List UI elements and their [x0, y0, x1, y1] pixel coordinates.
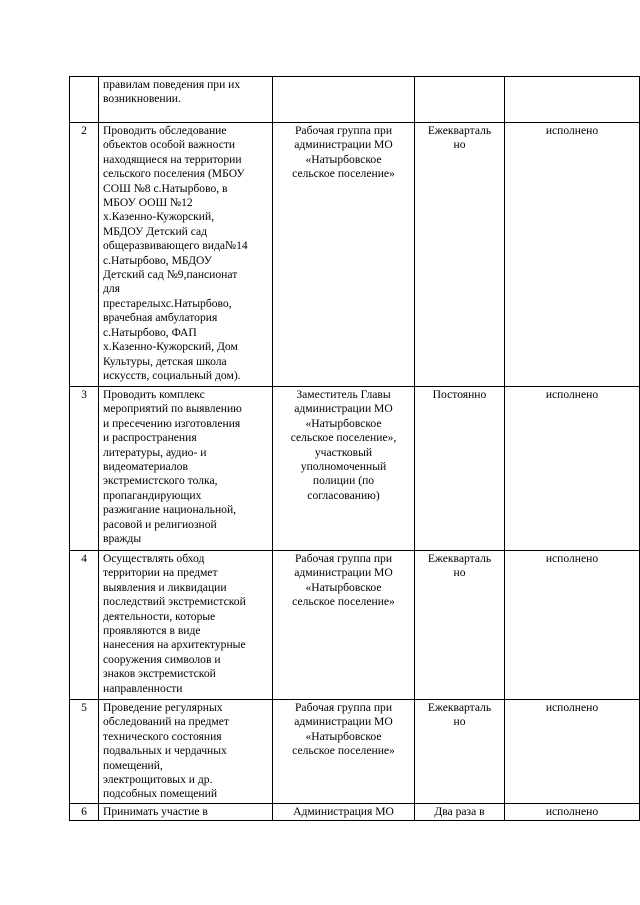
measure-text: правилам поведения при их возникновении. — [103, 78, 241, 106]
measure-text: Осуществлять обход территории на предмет выявления и ликвидации последствий экстремистской деятельности, которые проявляются в виде нанесения на архитектурные сооружения символов и знаков экстремистской направленности — [103, 552, 246, 695]
measure-cell — [99, 804, 273, 821]
period-cell — [415, 700, 505, 804]
responsible-text: Рабочая группа при администрации МО «Натырбовское сельское поселение» — [292, 124, 395, 181]
row-number — [70, 804, 99, 821]
status-cell — [505, 551, 640, 700]
period-text: Два раза в — [434, 805, 485, 818]
period-text: Ежекварталь но — [427, 552, 492, 580]
measure-text: Проведение регулярных обследований на предмет технического состояния подвальных и чердачных помещений, электрощитовых и др. подсобных помещений — [103, 701, 229, 801]
responsible-text: Рабочая группа при администрации МО «Натырбовское сельское поселение» — [292, 552, 395, 609]
row-number — [70, 77, 99, 123]
status-cell — [505, 123, 640, 387]
status-text: исполнено — [545, 701, 599, 714]
period-text: Ежекварталь но — [427, 701, 492, 729]
status-text: исполнено — [545, 388, 599, 401]
status-text: исполнено — [545, 124, 599, 137]
measure-cell — [99, 387, 273, 551]
period-cell — [415, 123, 505, 387]
row-number: 3 — [81, 388, 87, 401]
status-text: исполнено — [545, 552, 599, 565]
measures-table-body — [70, 77, 640, 821]
status-cell — [505, 387, 640, 551]
table-row — [70, 804, 640, 821]
status-cell — [505, 77, 640, 123]
measure-cell — [99, 551, 273, 700]
row-number: 6 — [81, 805, 87, 818]
responsible-cell — [273, 804, 415, 821]
period-cell — [415, 387, 505, 551]
responsible-cell — [273, 123, 415, 387]
measure-text: Проводить комплекс мероприятий по выявлению и пресечению изготовления и распространения литературы, аудио- и видеоматериалов экстремистского толка, пропагандирующих разжигание национальной, расовой и религиозной вражды — [103, 388, 242, 546]
row-number: 4 — [81, 552, 87, 565]
row-number — [70, 700, 99, 804]
period-text: Постоянно — [432, 388, 487, 401]
row-number: 5 — [81, 701, 87, 714]
responsible-text: Рабочая группа при администрации МО «Натырбовское сельское поселение» — [292, 701, 395, 758]
row-number — [70, 551, 99, 700]
responsible-text: Заместитель Главы администрации МО «Натырбовское сельское поселение», участковый уполномоченный полиции (по согласованию) — [290, 388, 397, 502]
status-text: исполнено — [545, 805, 599, 818]
measure-cell — [99, 77, 273, 123]
row-number — [70, 123, 99, 387]
status-cell — [505, 700, 640, 804]
responsible-text: Администрация МО — [293, 805, 394, 818]
table-row — [70, 700, 640, 804]
row-number — [70, 387, 99, 551]
status-cell — [505, 804, 640, 821]
period-cell — [415, 804, 505, 821]
period-cell — [415, 551, 505, 700]
table-row — [70, 77, 640, 123]
responsible-cell — [273, 77, 415, 123]
row-number: 2 — [81, 124, 87, 137]
responsible-cell — [273, 551, 415, 700]
period-cell — [415, 77, 505, 123]
table-row — [70, 123, 640, 387]
measure-cell — [99, 700, 273, 804]
measure-text: Проводить обследование объектов особой важности находящиеся на территории сельского поселения (МБОУ СОШ №8 с.Натырбово, в МБОУ ООШ №12 х.Казенно-Кужорский, МБДОУ Детский сад общеразвивающего вида№14 с.Натырбово, МБДОУ Детский сад №9,пансионат для престарелыхс.Натырбово, врачебная амбулатория с.Натырбово, ФАП х.Казенно-Кужорский, Дом Культуры, детская школа искусств, социальный дом). — [103, 124, 248, 382]
responsible-cell — [273, 700, 415, 804]
responsible-cell — [273, 387, 415, 551]
table-row — [70, 551, 640, 700]
measures-table — [69, 76, 640, 821]
measure-text: Принимать участие в — [103, 805, 208, 818]
table-row — [70, 387, 640, 551]
period-text: Ежекварталь но — [427, 124, 492, 152]
measure-cell — [99, 123, 273, 387]
